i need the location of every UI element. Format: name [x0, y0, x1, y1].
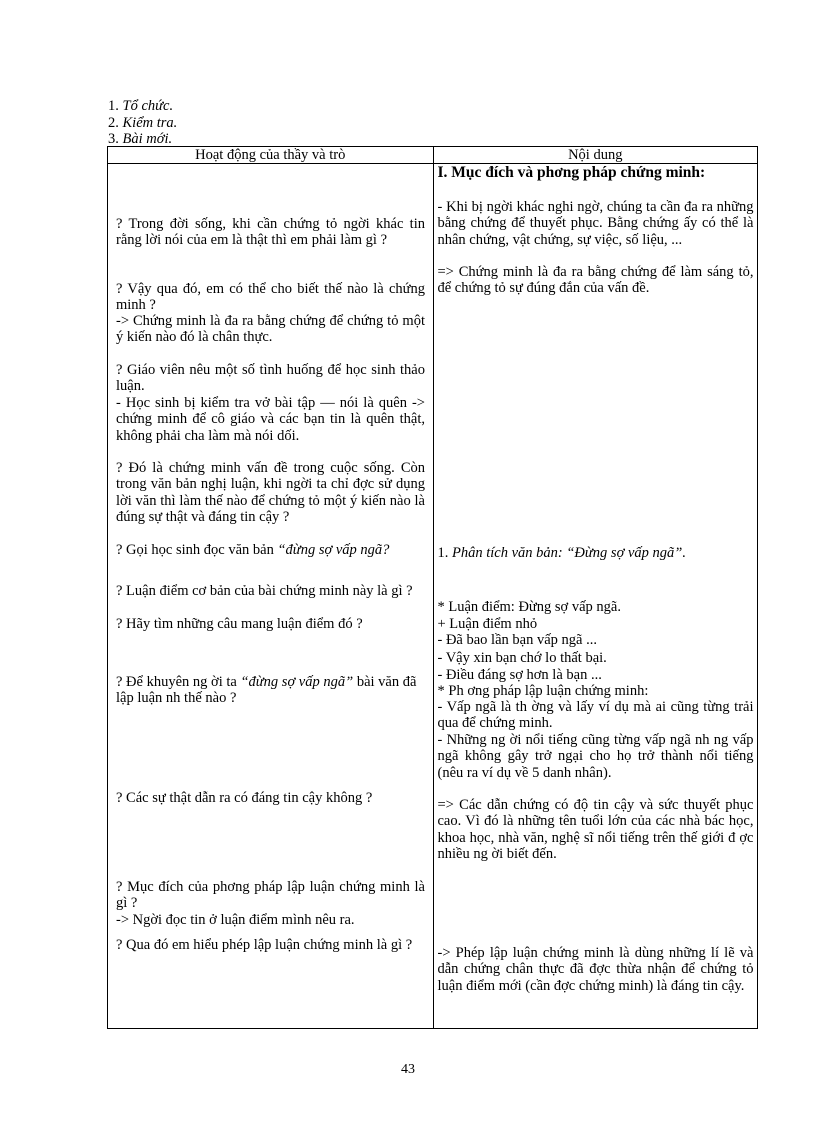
step-3-text: Bài mới. — [122, 131, 173, 147]
page-number: 43 — [401, 1062, 415, 1077]
content-analysis-heading: 1. Phân tích văn bản: “Đừng sợ vấp ngã”. — [437, 545, 686, 561]
lesson-table — [107, 146, 758, 1029]
teacher-situations: ? Giáo viên nêu một số tình huống để học sinh thảo luận. — [116, 362, 425, 395]
content-main-point: * Luận điểm: Đừng sợ vấp ngã. — [437, 599, 621, 615]
method-point-1: - Vấp ngã là th ờng và lấy ví dụ mà ai cũng từng trải qua để chứng minh. — [437, 699, 754, 732]
section-heading: I. Mục đích và phơng pháp chứng minh: — [437, 164, 706, 181]
content-subpoints-label: + Luận điểm nhỏ — [437, 616, 538, 632]
question-definition: ? Vậy qua đó, em có thể cho biết thế nào là chứng minh ? — [116, 281, 425, 314]
example-homework: - Học sinh bị kiểm tra vở bài tập — nói là quên -> chứng minh để cô giáo và các bạn tin là quên thật, không phải cha làm mà nói dối. — [116, 395, 425, 444]
lesson-steps — [108, 98, 177, 148]
subpoint-3: - Điều đáng sợ hơn là bạn ... — [437, 667, 602, 683]
step-2: 2. Kiểm tra. — [108, 114, 178, 131]
table-body-row — [108, 164, 758, 1029]
question-purpose: ? Mục đích của phơng pháp lập luận chứng minh là gì ? — [116, 879, 425, 912]
header-content: Nội dung — [433, 147, 758, 164]
content-cell — [433, 164, 758, 1029]
step-3: 3. Bài mới. — [108, 131, 173, 147]
table-header-row — [108, 147, 758, 164]
quoted-title: “đừng sợ vấp ngã” — [240, 674, 354, 690]
question-evidence: ? Trong đời sống, khi cần chứng tỏ ngời khác tin rằng lời nói của em là thật thì em phải làm gì ? — [116, 216, 425, 249]
subpoint-1: - Đã bao lần bạn vấp ngã ... — [437, 632, 597, 648]
answer-purpose: -> Ngời đọc tin ở luận điểm mình nêu ra. — [116, 912, 355, 928]
question-reasoning: ? Để khuyên ng ời ta “đừng sợ vấp ngã” bài văn đã lập luận nh thế nào ? — [116, 674, 417, 707]
analysis-title: Phân tích văn bản: “Đừng sợ vấp ngã”. — [452, 545, 686, 561]
content-method-label: * Ph ơng pháp lập luận chứng minh: — [437, 683, 649, 699]
content-conclusion: => Các dẫn chứng có độ tin cậy và sức thuyết phục cao. Vì đó là những tên tuổi lớn của các nhà bác học, khoa học, nhà văn, nghệ sĩ nổi tiếng trên thế giới đ ợc nhiều ng ời biết đến. — [437, 797, 754, 862]
step-1: 1. Tổ chức. — [108, 98, 174, 114]
content-method-definition: -> Phép lập luận chứng minh là dùng những lí lẽ và dẫn chứng chân thực đã đợc thừa nhận để chứng tỏ luận điểm mới (cần đợc chứng minh) là đáng tin cậy. — [437, 945, 754, 994]
content-evidence: - Khi bị ngời khác nghi ngờ, chúng ta cần đa ra những bằng chứng để thuyết phục. Bằng chứng ấy có thể là nhân chứng, vật chứng, sự việc, số liệu, ... — [437, 199, 754, 248]
answer-definition: -> Chứng minh là đa ra bằng chứng để chứng tỏ một ý kiến nào đó là chân thực. — [116, 313, 425, 346]
content-definition: => Chứng minh là đa ra bằng chứng để làm sáng tỏ, để chứng tỏ sự đúng đắn của vấn đề. — [437, 264, 754, 297]
text-title: “đừng sợ vấp ngã? — [277, 542, 390, 558]
question-read-text: ? Gọi học sinh đọc văn bản “đừng sợ vấp ngã? — [116, 542, 390, 558]
question-method: ? Qua đó em hiểu phép lập luận chứng minh là gì ? — [116, 937, 413, 953]
question-argument-text: ? Đó là chứng minh vấn đề trong cuộc sống. Còn trong văn bản nghị luận, khi ngời ta chỉ đợc sử dụng lời văn thì làm thế nào để chứng tỏ một ý kiến nào là đúng sự thật và đáng tin cậy ? — [116, 460, 425, 525]
question-reliability: ? Các sự thật dẫn ra có đáng tin cậy không ? — [116, 790, 373, 806]
header-teacher-student: Hoạt động của thầy và trò — [108, 147, 434, 164]
method-point-2: - Những ng ời nổi tiếng cũng từng vấp ngã nh ng vấp ngã không gây trở ngại cho họ trở thành nổi tiếng (nêu ra ví dụ về 5 danh nhân). — [437, 732, 754, 781]
step-1-text: Tổ chức. — [122, 98, 174, 114]
question-main-point: ? Luận điểm cơ bản của bài chứng minh này là gì ? — [116, 583, 413, 599]
subpoint-2: - Vậy xin bạn chớ lo thất bại. — [437, 650, 607, 666]
activities-cell — [108, 164, 434, 1029]
step-2-text: Kiểm tra. — [122, 114, 178, 131]
question-find-sentences: ? Hãy tìm những câu mang luận điểm đó ? — [116, 616, 363, 632]
